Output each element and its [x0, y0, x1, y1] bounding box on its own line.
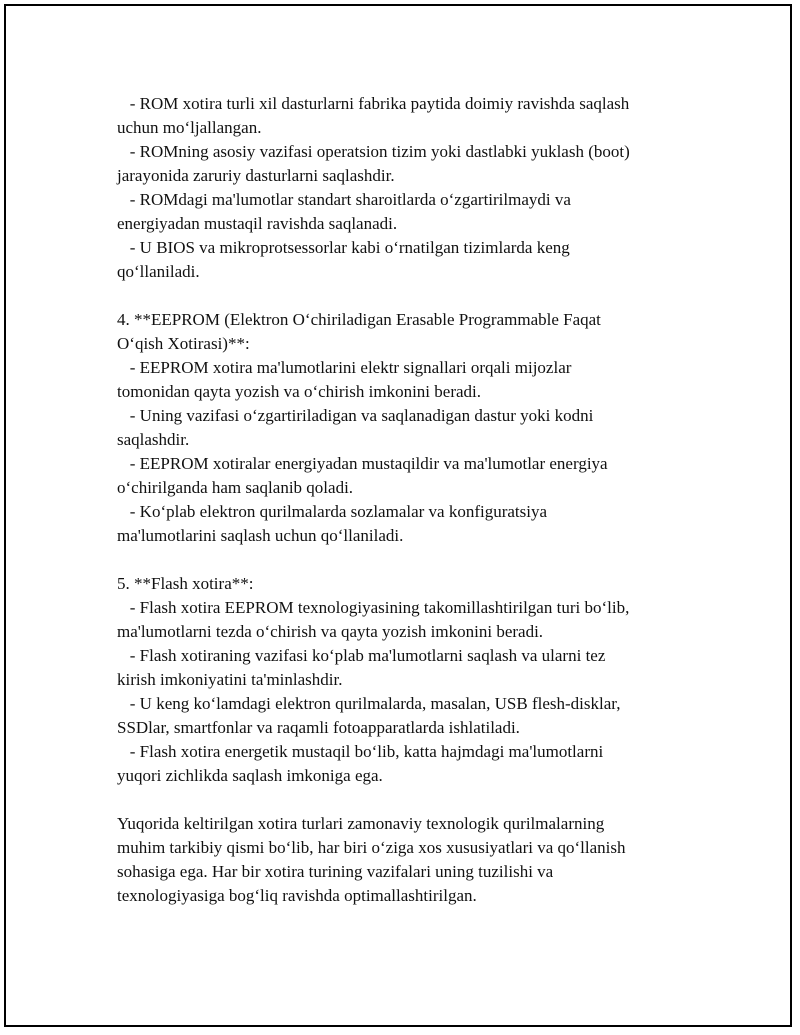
- flash-line: ma'lumotlarni tezda o‘chirish va qayta yozish imkonini beradi.: [117, 622, 544, 641]
- rom-line: - U BIOS va mikroprotsessorlar kabi o‘rnatilgan tizimlarda keng: [117, 238, 570, 257]
- eeprom-line: - Uning vazifasi o‘zgartiriladigan va saqlanadigan dastur yoki kodni: [117, 406, 594, 425]
- flash-line: - Flash xotiraning vazifasi ko‘plab ma'lumotlarni saqlash va ularni tez: [117, 646, 606, 665]
- conclusion-paragraph: [117, 812, 677, 908]
- flash-line: yuqori zichlikda saqlash imkoniga ega.: [117, 766, 383, 785]
- rom-line: jarayonida zaruriy dasturlarni saqlashdir.: [117, 166, 395, 185]
- document-body: [117, 92, 677, 908]
- flash-line: SSDlar, smartfonlar va raqamli fotoapparatlarda ishlatiladi.: [117, 718, 520, 737]
- paragraph-gap: [117, 284, 677, 308]
- flash-line: - Flash xotira EEPROM texnologiyasining takomillashtirilgan turi bo‘lib,: [117, 598, 630, 617]
- rom-line: - ROMning asosiy vazifasi operatsion tizim yoki dastlabki yuklash (boot): [117, 142, 630, 161]
- conclusion-line: sohasiga ega. Har bir xotira turining vazifalari uning tuzilishi va: [117, 862, 554, 881]
- eeprom-line: o‘chirilganda ham saqlanib qoladi.: [117, 478, 354, 497]
- flash-heading-line: 5. **Flash xotira**:: [117, 574, 254, 593]
- eeprom-heading-line: O‘qish Xotirasi)**:: [117, 334, 250, 353]
- conclusion-line: muhim tarkibiy qismi bo‘lib, har biri o‘ziga xos xususiyatlari va qo‘llanish: [117, 838, 626, 857]
- eeprom-line: tomonidan qayta yozish va o‘chirish imkonini beradi.: [117, 382, 482, 401]
- flash-section: [117, 572, 677, 788]
- eeprom-line: ma'lumotlarini saqlash uchun qo‘llaniladi.: [117, 526, 404, 545]
- rom-line: qo‘llaniladi.: [117, 262, 200, 281]
- eeprom-line: - EEPROM xotira ma'lumotlarini elektr signallari orqali mijozlar: [117, 358, 572, 377]
- eeprom-section: [117, 308, 677, 548]
- rom-line: energiyadan mustaqil ravishda saqlanadi.: [117, 214, 398, 233]
- flash-line: - U keng ko‘lamdagi elektron qurilmalarda, masalan, USB flesh-disklar,: [117, 694, 621, 713]
- eeprom-line: saqlashdir.: [117, 430, 190, 449]
- rom-line: - ROM xotira turli xil dasturlarni fabrika paytida doimiy ravishda saqlash: [117, 94, 630, 113]
- rom-section: [117, 92, 677, 284]
- eeprom-line: - Ko‘plab elektron qurilmalarda sozlamalar va konfiguratsiya: [117, 502, 548, 521]
- conclusion-line: texnologiyasiga bog‘liq ravishda optimallashtirilgan.: [117, 886, 477, 905]
- eeprom-heading-line: 4. **EEPROM (Elektron O‘chiriladigan Erasable Programmable Faqat: [117, 310, 601, 329]
- rom-line: uchun mo‘ljallangan.: [117, 118, 262, 137]
- eeprom-line: - EEPROM xotiralar energiyadan mustaqildir va ma'lumotlar energiya: [117, 454, 608, 473]
- paragraph-gap: [117, 788, 677, 812]
- flash-line: kirish imkoniyatini ta'minlashdir.: [117, 670, 343, 689]
- paragraph-gap: [117, 548, 677, 572]
- conclusion-line: Yuqorida keltirilgan xotira turlari zamonaviy texnologik qurilmalarning: [117, 814, 605, 833]
- rom-line: - ROMdagi ma'lumotlar standart sharoitlarda o‘zgartirilmaydi va: [117, 190, 571, 209]
- flash-line: - Flash xotira energetik mustaqil bo‘lib, katta hajmdagi ma'lumotlarni: [117, 742, 604, 761]
